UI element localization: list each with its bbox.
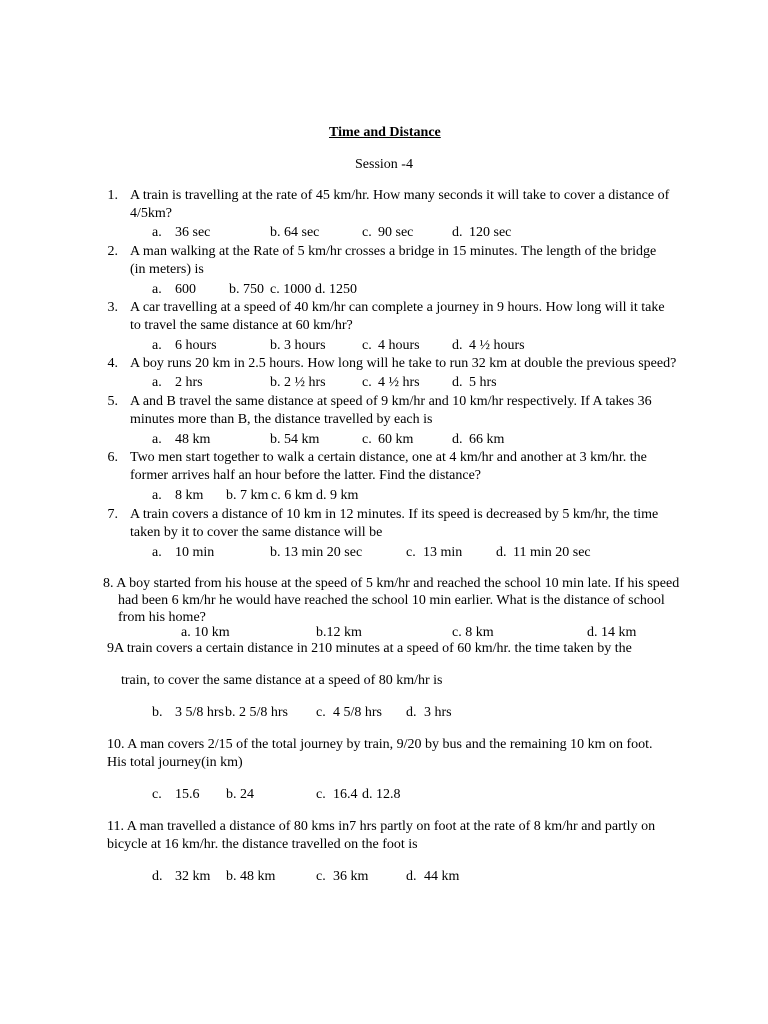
- question-number: 5.: [107, 394, 118, 409]
- question-text: 8. A boy started from his house at the speed of 5 km/hr and reached the school 10 min late. If his speed had been 6 km/hr he would have reached the school 10 min earlier. What is the distance of school from his home?: [103, 576, 680, 625]
- option-d: d. 12.8: [362, 787, 401, 802]
- option-b: b. 64 sec: [270, 225, 320, 240]
- option-b: b. 2 5/8 hrs: [225, 705, 288, 720]
- option-a: 36 sec: [175, 225, 211, 240]
- page-title: Time and Distance: [329, 125, 441, 140]
- option-c: 4 ½ hrs: [378, 375, 420, 390]
- option-c: c. 8 km: [452, 625, 494, 640]
- option-c: 60 km: [378, 432, 414, 447]
- option-d: 4 ½ hours: [469, 338, 525, 353]
- option-d: 11 min 20 sec: [513, 545, 591, 560]
- question-text: train, to cover the same distance at a speed of 80 km/hr is: [121, 673, 443, 688]
- option-marker: c.: [406, 545, 416, 560]
- question-number: 1.: [107, 188, 118, 203]
- option-marker: d.: [152, 869, 163, 884]
- question-text: A car travelling at a speed of 40 km/hr can complete a journey in 9 hours. How long will it take to travel the same distance at 60 km/hr?: [130, 300, 665, 333]
- option-c: 13 min: [423, 545, 463, 560]
- option-marker: d.: [452, 375, 463, 390]
- option-marker: c.: [316, 787, 326, 802]
- option-b: b.12 km: [316, 625, 362, 640]
- option-marker: a.: [152, 338, 162, 353]
- option-marker: c.: [362, 338, 372, 353]
- option-a: 32 km: [175, 869, 211, 884]
- option-b: b. 24: [226, 787, 254, 802]
- option-marker: c.: [362, 225, 372, 240]
- question-text: A train covers a distance of 10 km in 12 minutes. If its speed is decreased by 5 km/hr, the time taken by it to cover the same distance will be: [130, 507, 659, 540]
- option-d: 66 km: [469, 432, 505, 447]
- option-a: 600: [175, 282, 196, 297]
- question-number: 6.: [107, 450, 118, 465]
- question-text: A boy runs 20 km in 2.5 hours. How long will he take to run 32 km at double the previous speed?: [130, 356, 677, 371]
- option-d: d. 9 km: [316, 488, 359, 503]
- option-a: 48 km: [175, 432, 211, 447]
- option-c: c. 1000: [270, 282, 312, 297]
- option-marker: d.: [406, 869, 417, 884]
- option-a: 3 5/8 hrs: [175, 705, 224, 720]
- option-b: b. 54 km: [270, 432, 320, 447]
- option-b: b. 3 hours: [270, 338, 326, 353]
- option-marker: a.: [152, 432, 162, 447]
- option-d: d. 14 km: [587, 625, 637, 640]
- option-b: b. 13 min 20 sec: [270, 545, 363, 560]
- option-marker: c.: [362, 432, 372, 447]
- option-b: b. 7 km: [226, 488, 269, 503]
- option-marker: c.: [316, 705, 326, 720]
- option-d: 5 hrs: [469, 375, 497, 390]
- question-text: A train is travelling at the rate of 45 km/hr. How many seconds it will take to cover a distance of 4/5km?: [130, 188, 670, 221]
- option-d: 120 sec: [469, 225, 512, 240]
- option-b: b. 2 ½ hrs: [270, 375, 326, 390]
- option-marker: a.: [152, 375, 162, 390]
- option-a: 8 km: [175, 488, 204, 503]
- question-number: 4.: [107, 356, 118, 371]
- question-text: 10. A man covers 2/15 of the total journey by train, 9/20 by bus and the remaining 10 km on foot. His total journey(in km): [107, 737, 653, 770]
- option-a: 6 hours: [175, 338, 217, 353]
- option-a: 15.6: [175, 787, 200, 802]
- option-marker: d.: [496, 545, 507, 560]
- question-number: 3.: [107, 300, 118, 315]
- option-c: 4 hours: [378, 338, 420, 353]
- question-text: 11. A man travelled a distance of 80 kms in7 hrs partly on foot at the rate of 8 km/hr and partly on bicycle at 16 km/hr. the distance travelled on the foot is: [107, 819, 656, 852]
- option-marker: d.: [452, 225, 463, 240]
- option-a: 10 min: [175, 545, 215, 560]
- question-text: A man walking at the Rate of 5 km/hr crosses a bridge in 15 minutes. The length of the bridge (in meters) is: [130, 244, 657, 277]
- question-number: 7.: [107, 507, 118, 522]
- option-marker: d.: [452, 432, 463, 447]
- option-d: 3 hrs: [424, 705, 452, 720]
- option-c: 36 km: [333, 869, 369, 884]
- option-marker: c.: [152, 787, 162, 802]
- option-marker: d.: [452, 338, 463, 353]
- option-c: 90 sec: [378, 225, 414, 240]
- question-number: 2.: [107, 244, 118, 259]
- option-marker: a.: [152, 282, 162, 297]
- option-b: b. 48 km: [226, 869, 276, 884]
- question-text: Two men start together to walk a certain distance, one at 4 km/hr and another at 3 km/hr. the former arrives half an hour before the latter. Find the distance?: [130, 450, 647, 483]
- option-marker: a.: [152, 488, 162, 503]
- option-marker: c.: [362, 375, 372, 390]
- option-marker: b.: [152, 705, 163, 720]
- option-marker: a.: [152, 545, 162, 560]
- option-c: c. 6 km: [271, 488, 313, 503]
- session-label: Session -4: [355, 157, 413, 172]
- option-a: 2 hrs: [175, 375, 203, 390]
- option-c: 16.4: [333, 787, 358, 802]
- option-marker: d.: [406, 705, 417, 720]
- option-d: 44 km: [424, 869, 460, 884]
- option-d: d. 1250: [315, 282, 357, 297]
- question-text: 9A train covers a certain distance in 210 minutes at a speed of 60 km/hr. the time taken by the: [107, 641, 632, 656]
- option-b: b. 750: [229, 282, 264, 297]
- option-marker: a.: [152, 225, 162, 240]
- option-c: 4 5/8 hrs: [333, 705, 382, 720]
- option-a: a. 10 km: [181, 625, 230, 640]
- option-marker: c.: [316, 869, 326, 884]
- question-text: A and B travel the same distance at speed of 9 km/hr and 10 km/hr respectively. If A takes 36 minutes more than B, the distance travelled by each is: [130, 394, 652, 427]
